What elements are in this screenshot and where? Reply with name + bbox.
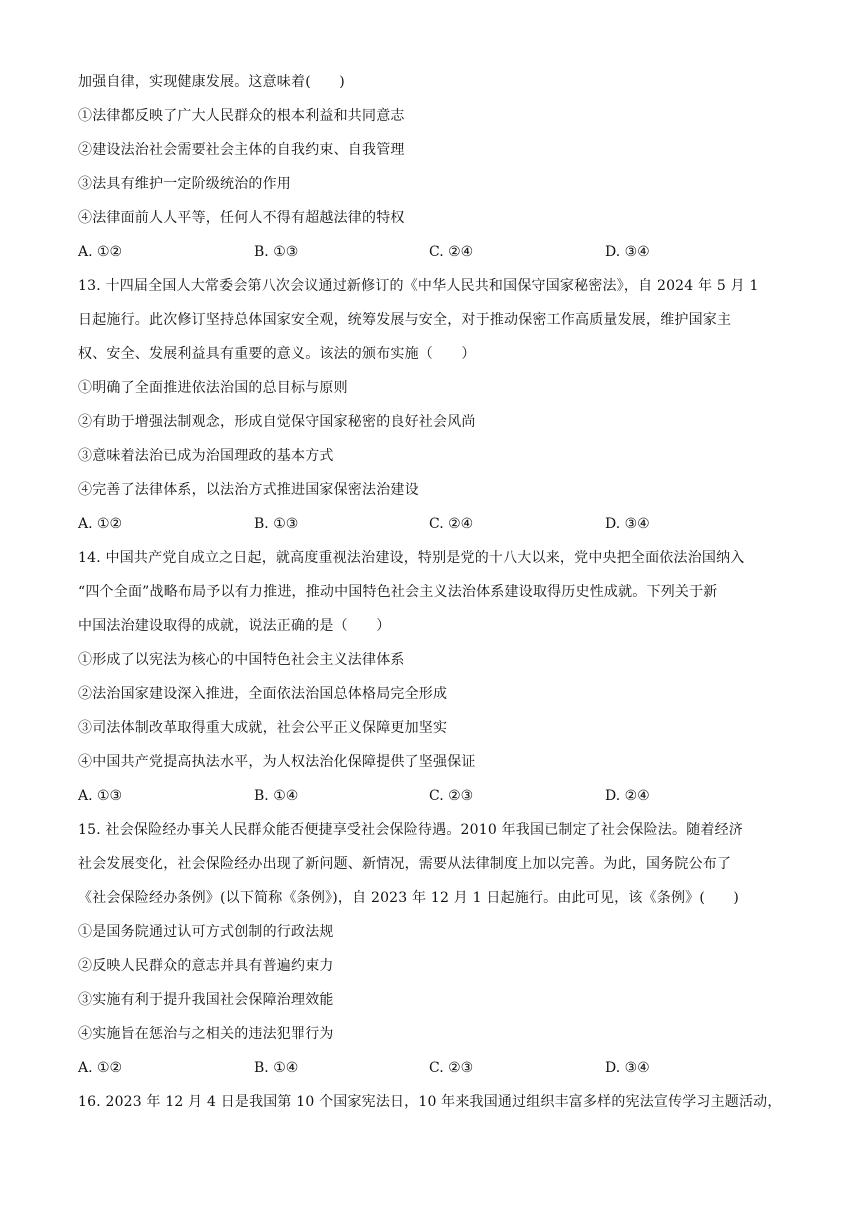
q15-option-a: A. ①② [78, 1060, 123, 1076]
q13-item-3: ③意味着法治已成为治国理政的基本方式 [78, 448, 334, 464]
q15-stem-line-2: 社会发展变化，社会保险经办出现了新问题、新情况，需要从法律制度上加以完善。为此，国务院公布了 [78, 856, 732, 872]
q12-item-1: ①法律都反映了广大人民群众的根本利益和共同意志 [78, 108, 405, 124]
q13-stem-line-3: 权、安全、发展利益具有重要的意义。该法的颁布实施（ ） [78, 346, 476, 362]
q14-option-a: A. ①③ [78, 788, 123, 804]
q13-option-a: A. ①② [78, 516, 123, 532]
q14-option-c: C. ②③ [429, 788, 474, 804]
q14-stem-line-3: 中国法治建设取得的成就，说法正确的是（ ） [78, 618, 391, 634]
q15-option-c: C. ②③ [429, 1060, 474, 1076]
q13-option-c: C. ②④ [429, 516, 474, 532]
q15-item-3: ③实施有利于提升我国社会保障治理效能 [78, 992, 334, 1008]
q13-option-b: B. ①③ [254, 516, 299, 532]
q15-options [78, 1058, 778, 1078]
q15-stem-line-3: 《社会保险经办条例》(以下简称《条例》)，自 2023 年 12 月 1 日起施行。由此可见，该《条例》( ) [78, 890, 740, 906]
q12-option-a: A. ①② [78, 244, 123, 260]
q12-option-b: B. ①③ [254, 244, 299, 260]
q13-item-1: ①明确了全面推进依法治国的总目标与原则 [78, 380, 348, 396]
q14-item-3: ③司法体制改革取得重大成就，社会公平正义保障更加坚实 [78, 720, 448, 736]
q12-item-3: ③法具有维护一定阶级统治的作用 [78, 176, 291, 192]
q12-item-2: ②建设法治社会需要社会主体的自我约束、自我管理 [78, 142, 405, 158]
q14-option-d: D. ②④ [605, 788, 650, 804]
q14-item-2: ②法治国家建设深入推进，全面依法治国总体格局完全形成 [78, 686, 448, 702]
q14-stem-line-1: 14. 中国共产党自成立之日起，就高度重视法治建设，特别是党的十八大以来，党中央把全面依法治国纳入 [78, 550, 745, 566]
q15-item-1: ①是国务院通过认可方式创制的行政法规 [78, 924, 334, 940]
q14-item-1: ①形成了以宪法为核心的中国特色社会主义法律体系 [78, 652, 405, 668]
q13-stem-line-2: 日起施行。此次修订坚持总体国家安全观，统筹发展与安全，对于推动保密工作高质量发展，维护国家主 [78, 312, 732, 328]
q12-options [78, 242, 778, 262]
q14-item-4: ④中国共产党提高执法水平，为人权法治化保障提供了坚强保证 [78, 754, 476, 770]
q13-option-d: D. ③④ [605, 516, 650, 532]
q13-stem-line-1: 13. 十四届全国人大常委会第八次会议通过新修订的《中华人民共和国保守国家秘密法》，自 2024 年 5 月 1 [78, 278, 759, 294]
q13-options [78, 514, 778, 534]
q12-option-c: C. ②④ [429, 244, 474, 260]
q15-stem-line-1: 15. 社会保险经办事关人民群众能否便捷享受社会保险待遇。2010 年我国已制定了社会保险法。随着经济 [78, 822, 743, 838]
q15-option-d: D. ③④ [605, 1060, 650, 1076]
q13-item-2: ②有助于增强法制观念，形成自觉保守国家秘密的良好社会风尚 [78, 414, 476, 430]
q12-option-d: D. ③④ [605, 244, 650, 260]
q14-stem-line-2: “四个全面”战略布局予以有力推进，推动中国特色社会主义法治体系建设取得历史性成就。下列关于新 [78, 584, 718, 600]
q15-item-2: ②反映人民群众的意志并具有普遍约束力 [78, 958, 334, 974]
q14-options [78, 786, 778, 806]
q15-option-b: B. ①④ [254, 1060, 299, 1076]
q12-stem: 加强自律，实现健康发展。这意味着( ) [78, 74, 345, 90]
q14-option-b: B. ①④ [254, 788, 299, 804]
q13-item-4: ④完善了法律体系，以法治方式推进国家保密法治建设 [78, 482, 419, 498]
q12-item-4: ④法律面前人人平等，任何人不得有超越法律的特权 [78, 210, 405, 226]
q15-item-4: ④实施旨在惩治与之相关的违法犯罪行为 [78, 1026, 334, 1042]
q16-stem-line-1: 16. 2023 年 12 月 4 日是我国第 10 个国家宪法日，10 年来我国通过组织丰富多样的宪法宣传学习主题活动， [78, 1094, 782, 1110]
